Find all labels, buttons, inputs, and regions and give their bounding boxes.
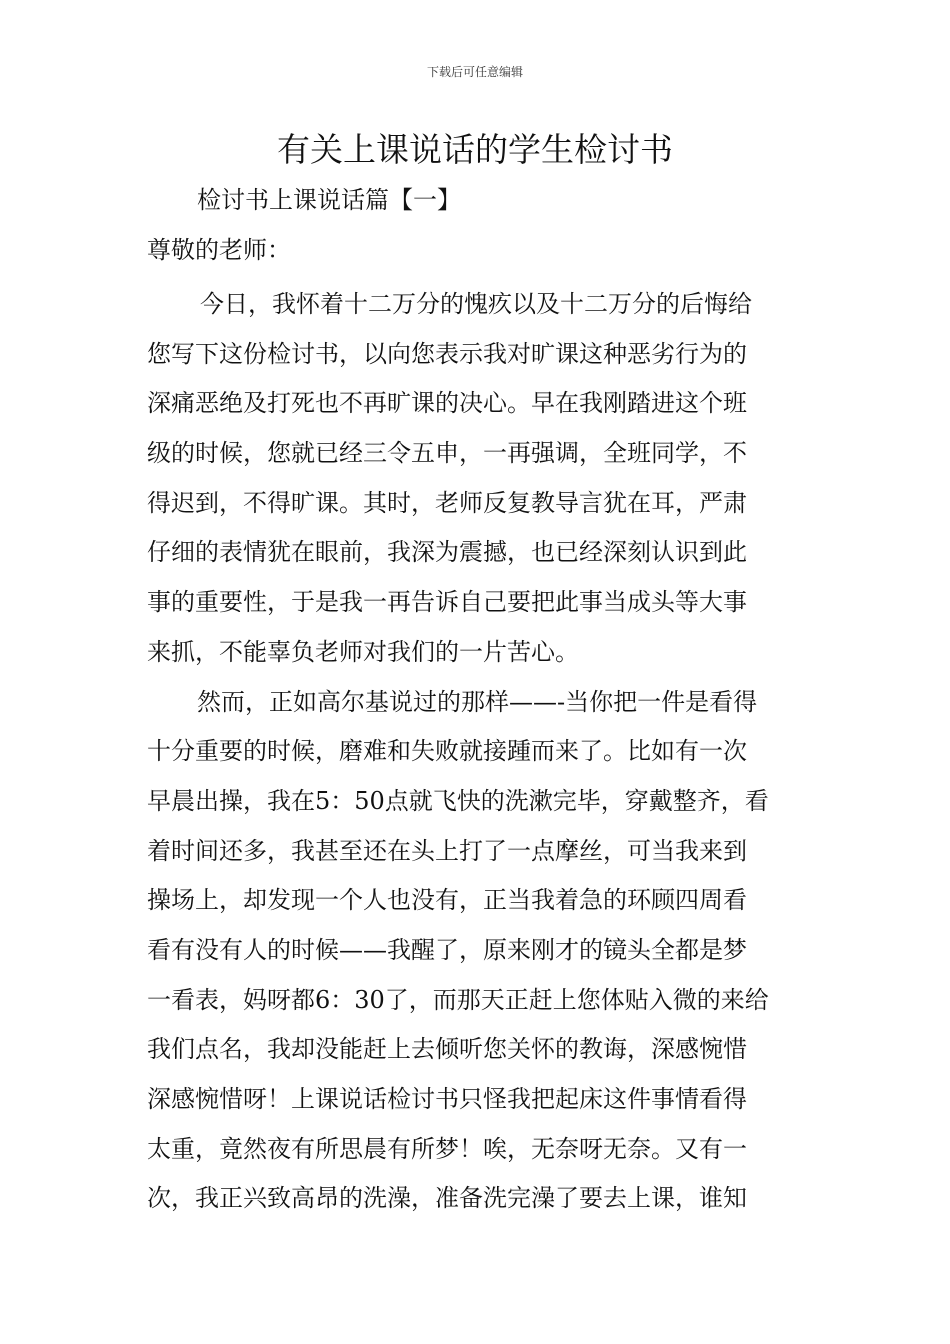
paragraph-line: 十分重要的时候，磨难和失败就接踵而来了。比如有一次 <box>147 737 747 766</box>
paragraph-line: 得迟到，不得旷课。其时，老师反复教导言犹在耳，严肃 <box>147 488 747 517</box>
letter-body <box>147 280 807 1224</box>
section-subheading: 检讨书上课说话篇【一】 <box>197 186 461 214</box>
paragraph-line: 级的时候，您就已经三令五申，一再强调，全班同学，不 <box>147 439 747 468</box>
page-header-note: 下载后可任意编辑 <box>426 65 523 79</box>
paragraph-line: 仔细的表情犹在眼前，我深为震撼，也已经深刻认识到此 <box>147 538 747 567</box>
paragraph-line: 次，我正兴致高昂的洗澡，准备洗完澡了要去上课，谁知 <box>147 1184 747 1213</box>
paragraph-line: 早晨出操，我在5：50点就飞快的洗漱完毕，穿戴整齐，看 <box>147 786 769 815</box>
paragraph-line: 我们点名，我却没能赶上去倾听您关怀的教诲，深感惋惜 <box>147 1035 747 1064</box>
paragraph-line: 今日，我怀着十二万分的愧疚以及十二万分的后悔给 <box>200 290 752 318</box>
paragraph-line: 着时间还多，我甚至还在头上打了一点摩丝，可当我来到 <box>147 836 747 865</box>
paragraph-line: 一看表，妈呀都6：30了，而那天正赶上您体贴入微的来给 <box>147 985 769 1014</box>
paragraph-line: 太重，竟然夜有所思晨有所梦！唉，无奈呀无奈。又有一 <box>147 1134 747 1163</box>
paragraph-line: 深感惋惜呀！上课说话检讨书只怪我把起床这件事情看得 <box>147 1085 747 1113</box>
paragraph-line: 深痛恶绝及打死也不再旷课的决心。早在我刚踏进这个班 <box>147 389 747 418</box>
paragraph-line: 看有没有人的时候——我醒了，原来刚才的镜头全都是梦 <box>147 935 747 964</box>
paragraph-line: 操场上，却发现一个人也没有，正当我着急的环顾四周看 <box>147 886 747 915</box>
paragraph-line: 来抓，不能辜负老师对我们的一片苦心。 <box>147 637 579 666</box>
paragraph-line: 您写下这份检讨书，以向您表示我对旷课这种恶劣行为的 <box>147 339 747 368</box>
paragraph-line: 事的重要性，于是我一再告诉自己要把此事当成头等大事 <box>147 588 747 617</box>
salutation: 尊敬的老师： <box>147 236 291 264</box>
paragraph-line: 然而，正如高尔基说过的那样——-当你把一件是看得 <box>197 687 758 716</box>
document-title: 有关上课说话的学生检讨书 <box>277 130 673 169</box>
